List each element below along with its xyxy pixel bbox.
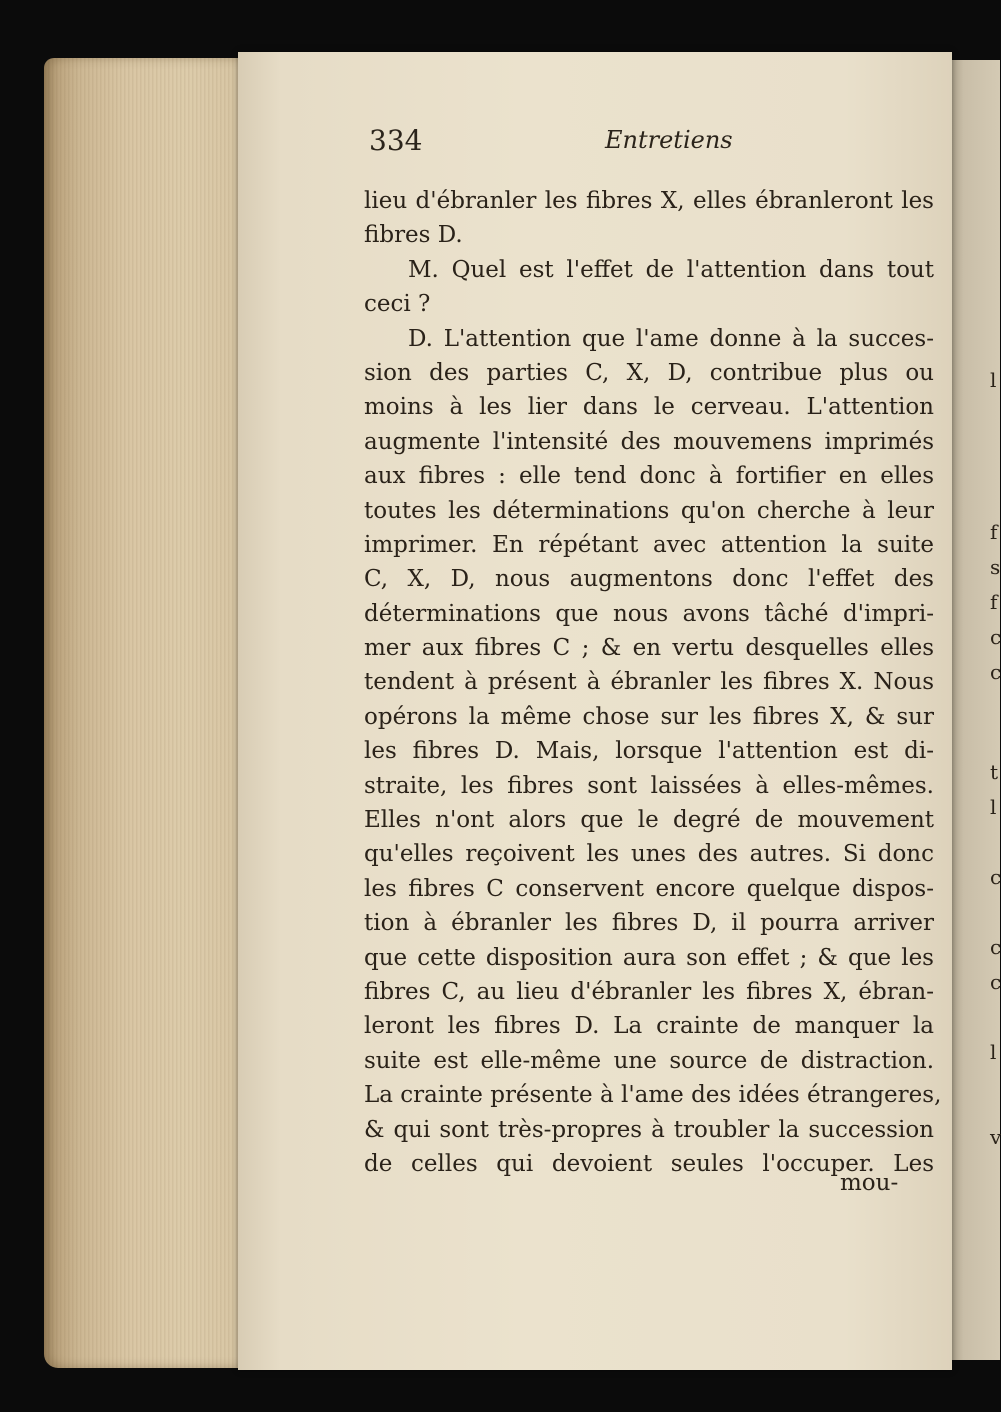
facing-page-fragment: v (990, 1125, 1001, 1149)
facing-page-fragment: f (990, 520, 998, 544)
text-line: tendent à présent à ébranler les fibres X. Nous (364, 669, 934, 696)
text-line: D. L'attention que l'ame donne à la succes- (408, 325, 934, 352)
text-line: de celles qui devoient seules l'occuper. Les (364, 1150, 934, 1177)
page-block-edge (44, 58, 250, 1368)
text-line: La crainte présente à l'ame des idées étrangeres, (364, 1082, 942, 1109)
text-line: imprimer. En répétant avec attention la suite (364, 531, 934, 558)
facing-page-fragment: l (990, 368, 997, 392)
text-line: tion à ébranler les fibres D, il pourra arriver (364, 910, 934, 937)
page-header (369, 124, 929, 168)
catchword: mou- (840, 1170, 899, 1196)
facing-page-fragment: c (990, 660, 1001, 684)
text-line: lieu d'ébranler les fibres X, elles ébranleront les (364, 188, 934, 214)
text-line: déterminations que nous avons tâché d'impri- (364, 600, 934, 627)
text-line: leront les fibres D. La crainte de manquer la (364, 1013, 934, 1040)
facing-page-fragment: c (990, 935, 1001, 959)
running-head: Entretiens (605, 126, 733, 154)
facing-page-fragment: f (990, 590, 998, 614)
facing-page-fragment: c (990, 625, 1001, 649)
text-line: les fibres D. Mais, lorsque l'attention est di- (364, 738, 934, 765)
text-line: fibres C, au lieu d'ébranler les fibres X, ébran- (364, 978, 934, 1005)
text-line: suite est elle-même une source de distraction. (364, 1047, 934, 1074)
facing-page-fragment: t (990, 760, 999, 784)
text-line: les fibres C conservent encore quelque dispos- (364, 875, 934, 902)
text-line: moins à les lier dans le cerveau. L'attention (364, 394, 934, 421)
body-text (364, 184, 942, 1181)
text-line: augmente l'intensité des mouvemens imprimés (364, 428, 934, 455)
text-line: ceci ? (364, 291, 431, 318)
text-line: Elles n'ont alors que le degré de mouvement (364, 807, 934, 834)
text-line: & qui sont très-propres à troubler la succession (364, 1116, 934, 1143)
text-line: C, X, D, nous augmentons donc l'effet des (364, 566, 934, 593)
facing-page-fragment: c (990, 970, 1001, 994)
text-line: straite, les fibres sont laissées à elles-mêmes. (364, 772, 934, 799)
facing-page-fragment: l (990, 1040, 997, 1064)
facing-page-fragment: c (990, 865, 1001, 889)
text-line: qu'elles reçoivent les unes des autres. Si donc (364, 841, 934, 868)
text-line: M. Quel est l'effet de l'attention dans tout (408, 256, 934, 283)
facing-page-fragment: s (990, 555, 1001, 579)
text-line: mer aux fibres C ; & en vertu desquelles elles (364, 635, 934, 662)
text-line: que cette disposition aura son effet ; & que les (364, 944, 934, 971)
text-line: sion des parties C, X, D, contribue plus ou (364, 359, 934, 386)
facing-page-edge (948, 60, 1000, 1360)
text-line: fibres D. (364, 222, 463, 249)
text-line: toutes les déterminations qu'on cherche à leur (364, 497, 934, 524)
text-line: aux fibres : elle tend donc à fortifier en elles (364, 463, 934, 490)
facing-page-fragment: l (990, 795, 997, 819)
text-line: opérons la même chose sur les fibres X, & sur (364, 703, 934, 730)
page-number: 334 (369, 124, 423, 157)
